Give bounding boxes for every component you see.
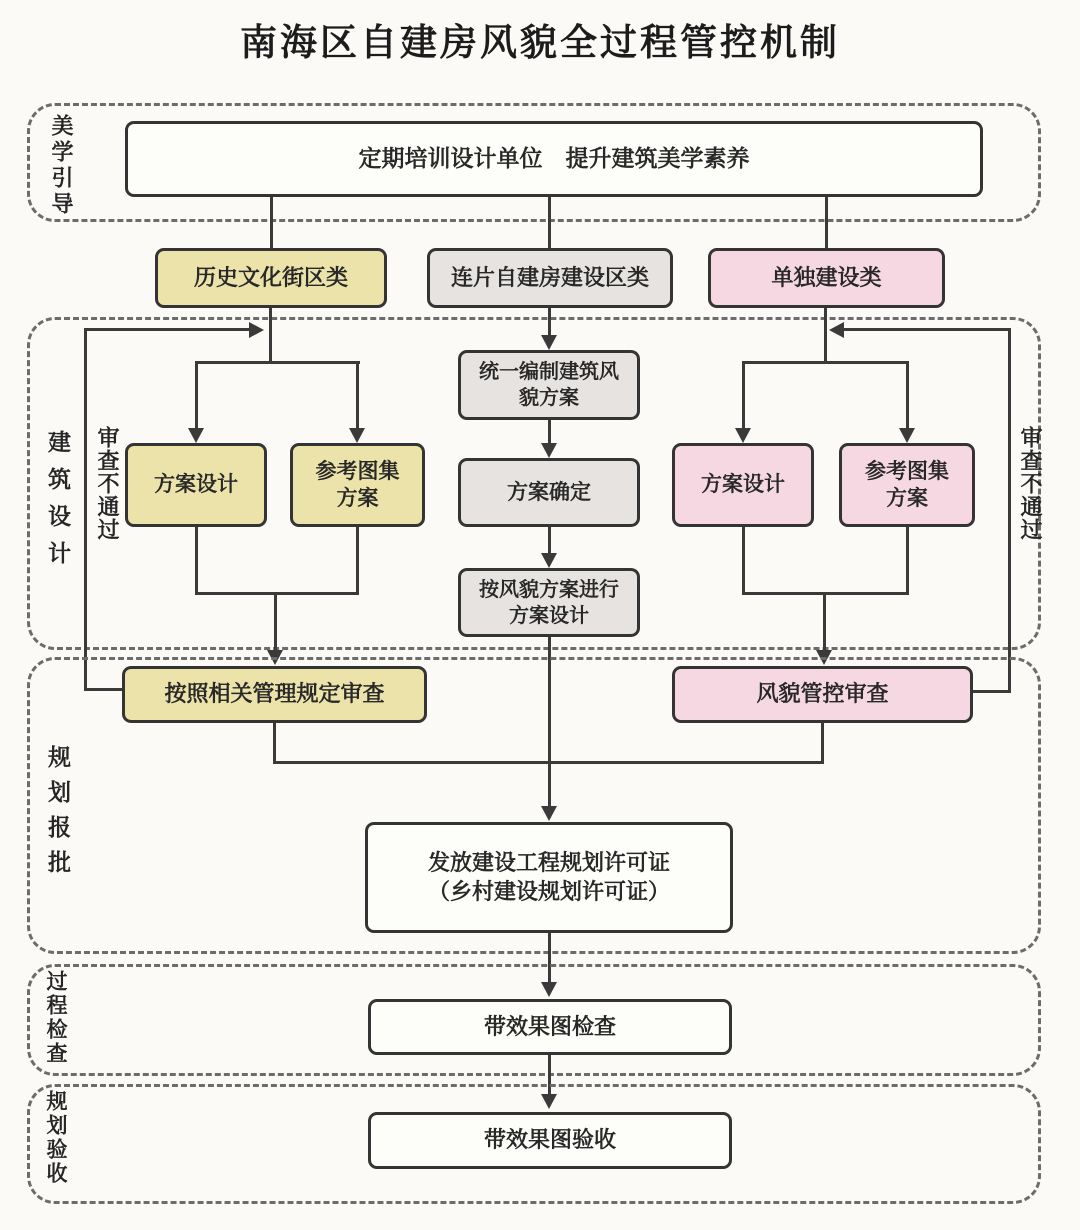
- connector-line: [356, 361, 359, 430]
- training-box-label: 定期培训设计单位 提升建筑美学素养: [358, 145, 750, 172]
- page-title: 南海区自建房风貌全过程管控机制: [240, 22, 840, 63]
- arrowhead-left: [829, 322, 844, 338]
- connector-line: [195, 361, 198, 430]
- arrowhead-right: [249, 322, 264, 338]
- category-contiguous-area: [427, 248, 673, 308]
- box-label: 风貌管控审查: [756, 681, 889, 707]
- render-check-box: [368, 999, 732, 1055]
- connector-line: [742, 361, 908, 364]
- review-fail-label-left: 审查不通过: [95, 426, 120, 541]
- connector-line: [742, 527, 745, 595]
- training-box: [125, 121, 983, 197]
- box-label-line1: 参考图集: [315, 459, 400, 483]
- arrowhead-down: [735, 428, 751, 443]
- feedback-line-left: [84, 330, 87, 690]
- box-label: 带效果图验收: [483, 1127, 616, 1153]
- category-label: 连片自建房建设区类: [450, 264, 649, 290]
- arrowhead-down: [541, 335, 557, 350]
- box-label-line1: 发放建设工程规划许可证: [427, 849, 670, 875]
- box-label-line2: 方案: [886, 487, 928, 510]
- feedback-line-left: [84, 328, 250, 331]
- section-label-planning-acceptance: 规划验收: [44, 1090, 67, 1186]
- box-label: 带效果图检查: [483, 1013, 616, 1039]
- connector-line: [548, 527, 551, 555]
- design-per-style-box: [458, 568, 640, 637]
- connector-line: [270, 197, 273, 248]
- permit-box: [365, 822, 733, 933]
- arrowhead-down: [541, 553, 557, 568]
- category-label: 单独建设类: [771, 264, 882, 290]
- section-label-aesthetic-guidance: 美学引导: [49, 114, 74, 218]
- reference-atlas-box-left: [290, 443, 425, 527]
- connector-line: [824, 308, 827, 363]
- plan-confirm-box: [458, 458, 640, 527]
- connector-line: [273, 761, 824, 764]
- box-label: 方案设计: [154, 473, 238, 497]
- connector-line: [548, 197, 551, 248]
- connector-line: [356, 527, 359, 595]
- feedback-line-right: [1008, 330, 1011, 693]
- arrowhead-down: [899, 428, 915, 443]
- box-label: 按照相关管理规定审查: [164, 681, 385, 707]
- connector-line: [274, 592, 277, 650]
- connector-line: [548, 420, 551, 445]
- box-label-line2: 方案: [336, 487, 379, 510]
- review-fail-label-right: 审查不通过: [1018, 426, 1043, 541]
- connector-line: [821, 723, 824, 764]
- arrowhead-down: [541, 443, 557, 458]
- category-standalone: [708, 248, 945, 308]
- box-label-line2: 貌方案: [519, 387, 579, 409]
- arrowhead-down: [541, 806, 557, 821]
- section-label-process-inspection: 过程检查: [44, 970, 67, 1066]
- category-historic-district: [155, 248, 387, 308]
- regulation-review-box: [122, 666, 427, 723]
- connector-line: [269, 308, 272, 363]
- connector-line: [742, 361, 745, 430]
- connector-line: [825, 197, 828, 248]
- connector-line: [823, 592, 826, 650]
- connector-line: [273, 723, 276, 764]
- box-label-line2: 方案设计: [509, 604, 589, 627]
- box-label-line1: 按风貌方案进行: [479, 578, 619, 601]
- plan-design-box-right: [672, 443, 814, 527]
- plan-design-box-left: [125, 443, 267, 527]
- section-label-building-design: 建筑设计: [45, 430, 71, 578]
- box-label-line1: 参考图集: [865, 459, 949, 483]
- connector-line: [195, 361, 360, 364]
- style-control-review-box: [672, 666, 973, 723]
- unified-style-plan-box: [458, 350, 640, 420]
- reference-atlas-box-right: [839, 443, 975, 527]
- connector-line: [195, 592, 359, 595]
- connector-line: [906, 527, 909, 595]
- box-label-line1: 统一编制建筑风: [479, 361, 619, 383]
- arrowhead-down: [188, 428, 204, 443]
- section-label-planning-approval: 规划报批: [45, 745, 71, 885]
- category-label: 历史文化街区类: [193, 264, 348, 290]
- box-label-line2: （乡村建设规划许可证）: [427, 878, 670, 904]
- connector-line: [906, 361, 909, 430]
- connector-line: [548, 308, 551, 337]
- render-acceptance-box: [368, 1112, 732, 1169]
- arrowhead-down: [349, 428, 365, 443]
- box-label: 方案确定: [507, 480, 591, 504]
- connector-line: [195, 527, 198, 595]
- feedback-line-right: [844, 328, 1011, 331]
- box-label: 方案设计: [701, 473, 785, 497]
